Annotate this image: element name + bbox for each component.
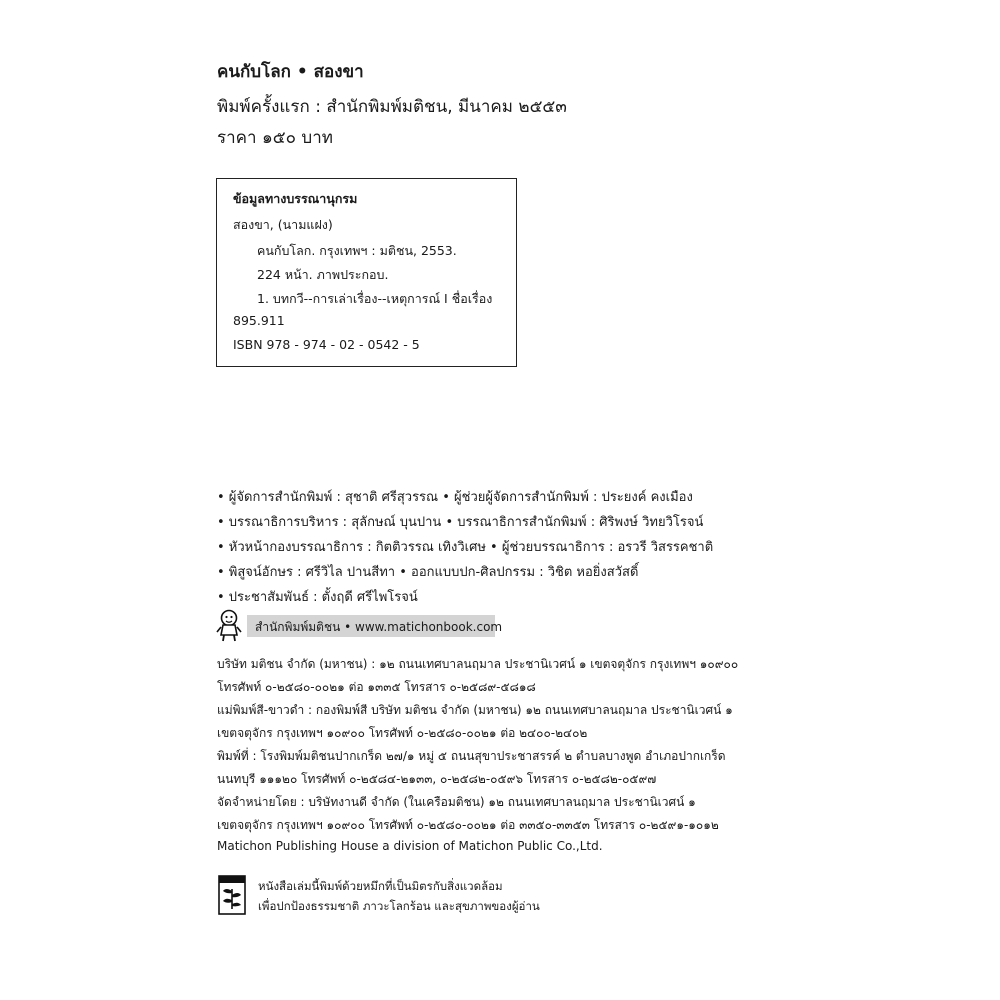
first-print-info: พิมพ์ครั้งแรก : สำนักพิมพ์มติชน, มีนาคม ๒๕๕๓ [217,97,567,117]
eco-book-leaf-icon [218,875,246,915]
address-line: นนทบุรี ๑๑๑๒๐ โทรศัพท์ ๐-๒๕๘๔-๒๑๓๓, ๐-๒๕๘๒-๐๕๙๖ โทรสาร ๐-๒๕๘๒-๐๕๙๗ [217,772,657,786]
address-line: จัดจำหน่ายโดย : บริษัทงานดี จำกัด (ในเครือมติชน) ๑๒ ถนนเทศบาลนฤมาล ประชานิเวศน์ ๑ [217,795,696,809]
publisher-banner [247,615,503,637]
cataloging-box [216,178,517,367]
company-name-english: Matichon Publishing House a division of Matichon Public Co.,Ltd. [217,839,603,853]
staff-line: • บรรณาธิการบริหาร : สุลักษณ์ บุนปาน • บรรณาธิการสำนักพิมพ์ : ศิริพงษ์ วิทยวิโรจน์ [217,515,704,530]
address-line: แม่พิมพ์สี-ขาวดำ : กองพิมพ์สี บริษัท มติชน จำกัด (มหาชน) ๑๒ ถนนเทศบาลนฤมาล ประชานิเวศน์ ๑ [217,703,733,717]
catalog-author: สองขา, (นามแฝง) [233,217,333,232]
catalog-pages: 224 หน้า. ภาพประกอบ. [257,267,389,282]
address-line: บริษัท มติชน จำกัด (มหาชน) : ๑๒ ถนนเทศบาลนฤมาล ประชานิเวศน์ ๑ เขตจตุจักร กรุงเทพฯ ๑๐๙๐๐ [217,657,739,671]
staff-line: • ผู้จัดการสำนักพิมพ์ : สุชาติ ศรีสุวรรณ • ผู้ช่วยผู้จัดการสำนักพิมพ์ : ประยงค์ คงเมือง [217,490,693,505]
staff-line: • หัวหน้ากองบรรณาธิการ : กิตติวรรณ เทิงวิเศษ • ผู้ช่วยบรรณาธิการ : อรวรี วิสรรคชาติ [217,540,714,555]
catalog-classification: 895.911 [233,313,285,328]
eco-note-line: เพื่อปกป้องธรรมชาติ ภาวะโลกร้อน และสุขภาพของผู้อ่าน [258,899,540,913]
staff-line: • ประชาสัมพันธ์ : ตั้งฤดี ศรีไพโรจน์ [217,590,418,605]
staff-line: • พิสูจน์อักษร : ศรีวิไล ปานสีทา • ออกแบบปก-ศิลปกรรม : วิชิต หอยิ่งสวัสดิ์ [217,565,639,580]
book-title: คนกับโลก • สองขา [217,62,364,82]
address-line: โทรศัพท์ ๐-๒๕๘๐-๐๐๒๑ ต่อ ๑๓๓๕ โทรสาร ๐-๒๕๘๙-๕๘๑๘ [217,680,536,694]
address-line: พิมพ์ที่ : โรงพิมพ์มติชนปากเกร็ด ๒๗/๑ หมู่ ๕ ถนนสุขาประชาสรรค์ ๒ ตำบลบางพูด อำเภอปากเกร็ด [217,749,726,763]
catalog-heading: ข้อมูลทางบรรณานุกรม [233,191,358,206]
catalog-isbn: ISBN 978 - 974 - 02 - 0542 - 5 [233,337,420,352]
catalog-subjects: 1. บทกวี--การเล่าเรื่อง--เหตุการณ์ I ชื่อเรื่อง [257,291,493,306]
price: ราคา ๑๕๐ บาท [217,128,333,148]
catalog-imprint: คนกับโลก. กรุงเทพฯ : มติชน, 2553. [257,243,457,258]
address-line: เขตจตุจักร กรุงเทพฯ ๑๐๙๐๐ โทรศัพท์ ๐-๒๕๘๐-๐๐๒๑ ต่อ ๒๔๐๐-๒๔๐๒ [217,726,588,740]
address-line: เขตจตุจักร กรุงเทพฯ ๑๐๙๐๐ โทรศัพท์ ๐-๒๕๘๐-๐๐๒๑ ต่อ ๓๓๕๐-๓๓๕๓ โทรสาร ๐-๒๕๙๑-๑๐๑๒ [217,818,719,832]
eco-note-line: หนังสือเล่มนี้พิมพ์ด้วยหมึกที่เป็นมิตรกับสิ่งแวดล้อม [258,879,503,893]
publisher-banner-text: สำนักพิมพ์มติชน • www.matichonbook.com [255,620,503,634]
publisher-mascot-icon [216,609,242,643]
